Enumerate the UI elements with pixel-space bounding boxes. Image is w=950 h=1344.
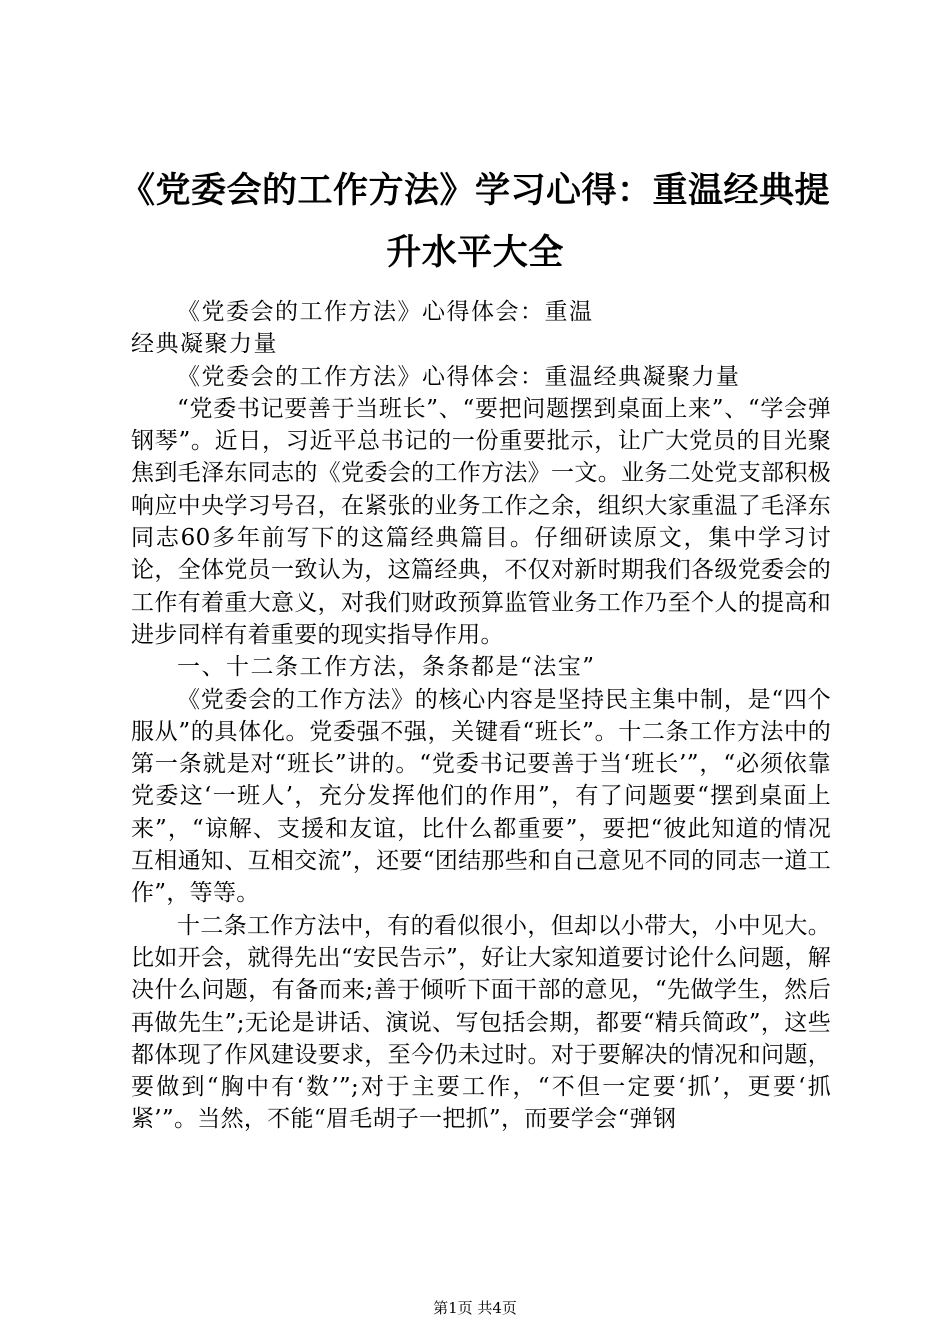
- paragraph-methods-detail: 十二条工作方法中，有的看似很小，但却以小带大，小中见大。比如开会，就得先出“安民告示”，好让大家知道要讨论什么问题，解决什么问题，有备而来;善于倾听下面干部的意见，“先做学生，然后再做先生”;无论是讲话、演说、写包括会期，都要“精兵简政”，这些都体现了作风建设要求，至今仍未过时。对于要解决的情况和问题，要做到“胸中有‘数’”;对于主要工作，“不但一定要‘抓’，更要‘抓紧’”。当然，不能“眉毛胡子一把抓”，而要学会“弹钢: [131, 912, 831, 1133]
- paragraph-intro: “党委书记要善于当班长”、“要把问题摆到桌面上来”、“学会弹钢琴”。近日，习近平总书记的一份重要批示，让广大党员的目光聚焦到毛泽东同志的《党委会的工作方法》一文。业务二处党支部积极响应中央学习号召，在紧张的业务工作之余，组织大家重温了毛泽东同志60多年前写下的这篇经典篇目。仔细研读原文，集中学习讨论，全体党员一致认为，这篇经典，不仅对新时期我们各级党委会的工作有着重大意义，对我们财政预算监管业务工作乃至个人的提高和进步同样有着重要的现实指导作用。: [131, 395, 831, 648]
- document-body: [131, 296, 831, 1136]
- paragraph-subtitle: 《党委会的工作方法》心得体会：重温经典凝聚力量: [131, 299, 594, 358]
- section-heading: 一、十二条工作方法，条条都是“法宝”: [177, 654, 596, 681]
- paragraph-core-content: 《党委会的工作方法》的核心内容是坚持民主集中制，是“四个服从”的具体化。党委强不强，关键看“班长”。十二条工作方法中的第一条就是对“班长”讲的。“党委书记要善于当‘班长’”，“必须依靠党委这‘一班人’，充分发挥他们的作用”，有了问题要“摆到桌面上来”，“谅解、支援和友谊，比什么都重要”，要把“彼此知道的情况互相通知、互相交流”，还要“团结那些和自己意见不同的同志一道工作”，等等。: [131, 686, 831, 907]
- document-title: 《党委会的工作方法》学习心得：重温经典提升水平大全: [119, 171, 830, 273]
- paragraph-subtitle-repeat: 《党委会的工作方法》心得体会：重温经典凝聚力量: [177, 363, 741, 390]
- page-number-footer: 第1页 共4页: [433, 1299, 517, 1317]
